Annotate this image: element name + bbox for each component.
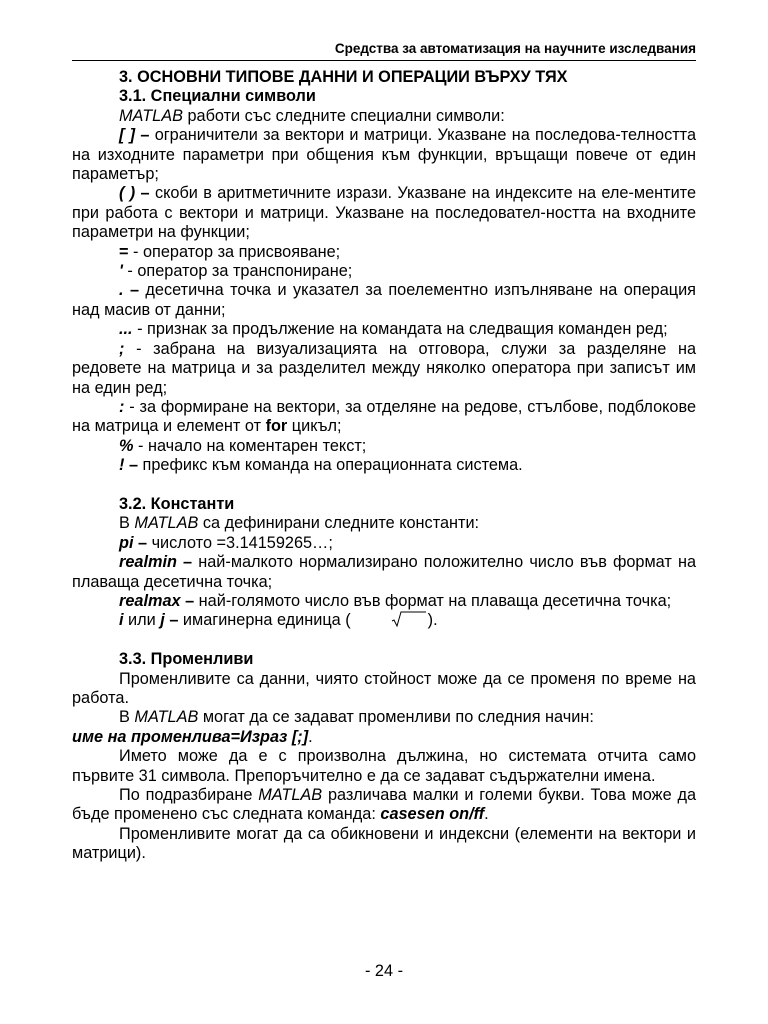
symbol-item: ' - оператор за транспониране; bbox=[119, 262, 353, 281]
symbol: : bbox=[119, 397, 125, 416]
paragraph: Променливите могат да са обикновени и индексни (елементи на вектори и матрици). bbox=[72, 824, 696, 863]
symbol-item: = - оператор за присвояване; bbox=[119, 242, 341, 261]
spacer bbox=[72, 476, 696, 495]
symbol: . bbox=[119, 281, 124, 300]
running-header: Средства за автоматизация на научните изследвания bbox=[334, 41, 696, 56]
page-number: - 24 - bbox=[364, 962, 403, 980]
matlab-term: MATLAB bbox=[134, 708, 199, 727]
constant-imaginary: i или j – имагинерна единица ( ). bbox=[119, 611, 438, 630]
paragraph: Името може да е с произволна дължина, но системата отчита само първите 31 символа. Препоръчително е да се задават съдържателни имена. bbox=[72, 747, 696, 785]
special-symbols-intro: MATLAB работи със следните специални символи: bbox=[119, 106, 505, 125]
document-page bbox=[72, 0, 696, 1024]
matlab-term: MATLAB bbox=[258, 786, 323, 804]
symbol: % bbox=[119, 436, 134, 455]
symbol: ! bbox=[119, 456, 125, 475]
paragraph: В MATLAB могат да се задават променливи по следния начин: bbox=[119, 708, 594, 727]
constant-realmax: realmax – най-голямото число във формат на плаваща десетична точка; bbox=[119, 591, 672, 610]
section-title-special-symbols: 3.1. Специални символи bbox=[119, 87, 316, 106]
header-rule bbox=[72, 60, 696, 61]
chapter-title: 3. ОСНОВНИ ТИПОВЕ ДАННИ И ОПЕРАЦИИ ВЪРХУ ТЯХ bbox=[119, 68, 568, 86]
constant-name: pi bbox=[119, 533, 134, 552]
assignment-syntax: име на променлива=Израз [;]. bbox=[72, 727, 313, 746]
constant-name: realmax bbox=[119, 591, 181, 610]
symbol: ' bbox=[119, 262, 123, 281]
constant-realmin: realmin – най-малкото нормализирано положително число във формат на плаваща десетична точка; bbox=[72, 553, 697, 591]
symbol: ... bbox=[119, 320, 133, 339]
constant-name: i bbox=[119, 611, 124, 630]
page-content bbox=[72, 68, 696, 864]
matlab-term: MATLAB bbox=[134, 514, 199, 533]
constant-pi: pi – числото =3.14159265…; bbox=[119, 533, 333, 552]
symbol: = bbox=[119, 242, 129, 261]
section-title-constants: 3.2. Константи bbox=[119, 494, 235, 513]
paragraph: По подразбиране MATLAB различава малки и големи букви. Това може да бъде променено със следната команда: casesen on/ff. bbox=[72, 786, 696, 824]
symbol-item: ; - забрана на визуализацията на отговора, служи за разделяне на редовете на матрица и за разделител между няколко оператора при записът им на един ред; bbox=[72, 339, 696, 397]
symbol-item: ... - признак за продължение на командата на следващия команден ред; bbox=[119, 320, 668, 339]
matlab-term: MATLAB bbox=[119, 106, 183, 125]
constant-name: realmin bbox=[119, 553, 177, 572]
symbol-item: . – десетична точка и указател за поелементно изпълняване на операция над масив от данни; bbox=[72, 281, 696, 319]
section-title-variables: 3.3. Променливи bbox=[119, 650, 254, 669]
constant-name: j bbox=[160, 611, 165, 630]
paragraph: Променливите са данни, чиято стойност може да се променя по време на работа. bbox=[72, 669, 696, 707]
command: casesen on/ff bbox=[380, 805, 485, 824]
symbol: [ ] bbox=[119, 126, 136, 145]
keyword: for bbox=[265, 417, 288, 436]
spacer bbox=[72, 631, 696, 650]
symbol-item: ! – префикс към команда на операционната система. bbox=[119, 456, 523, 475]
square-root-sign bbox=[391, 611, 427, 627]
symbol: ; bbox=[119, 339, 125, 358]
symbol-item: : - за формиране на вектори, за отделяне на редове, стълбове, подблокове на матрица и елемент от for цикъл; bbox=[72, 397, 697, 436]
symbol-item: % - начало на коментарен текст; bbox=[119, 436, 367, 455]
symbol: ( ) bbox=[119, 184, 136, 203]
symbol-item: [ ] – ограничители за вектори и матрици. Указване на последова-телността на изходните параметри при общения към функции, връщащи повече от един параметър; bbox=[72, 126, 696, 184]
constants-intro: В MATLAB са дефинирани следните константи: bbox=[119, 514, 480, 533]
symbol-item: ( ) – скоби в аритметичните изрази. Указване на индексите на еле-ментите при работа с вектори и матрици. Указване на последовател-ността на входните параметри на функции; bbox=[72, 184, 696, 242]
